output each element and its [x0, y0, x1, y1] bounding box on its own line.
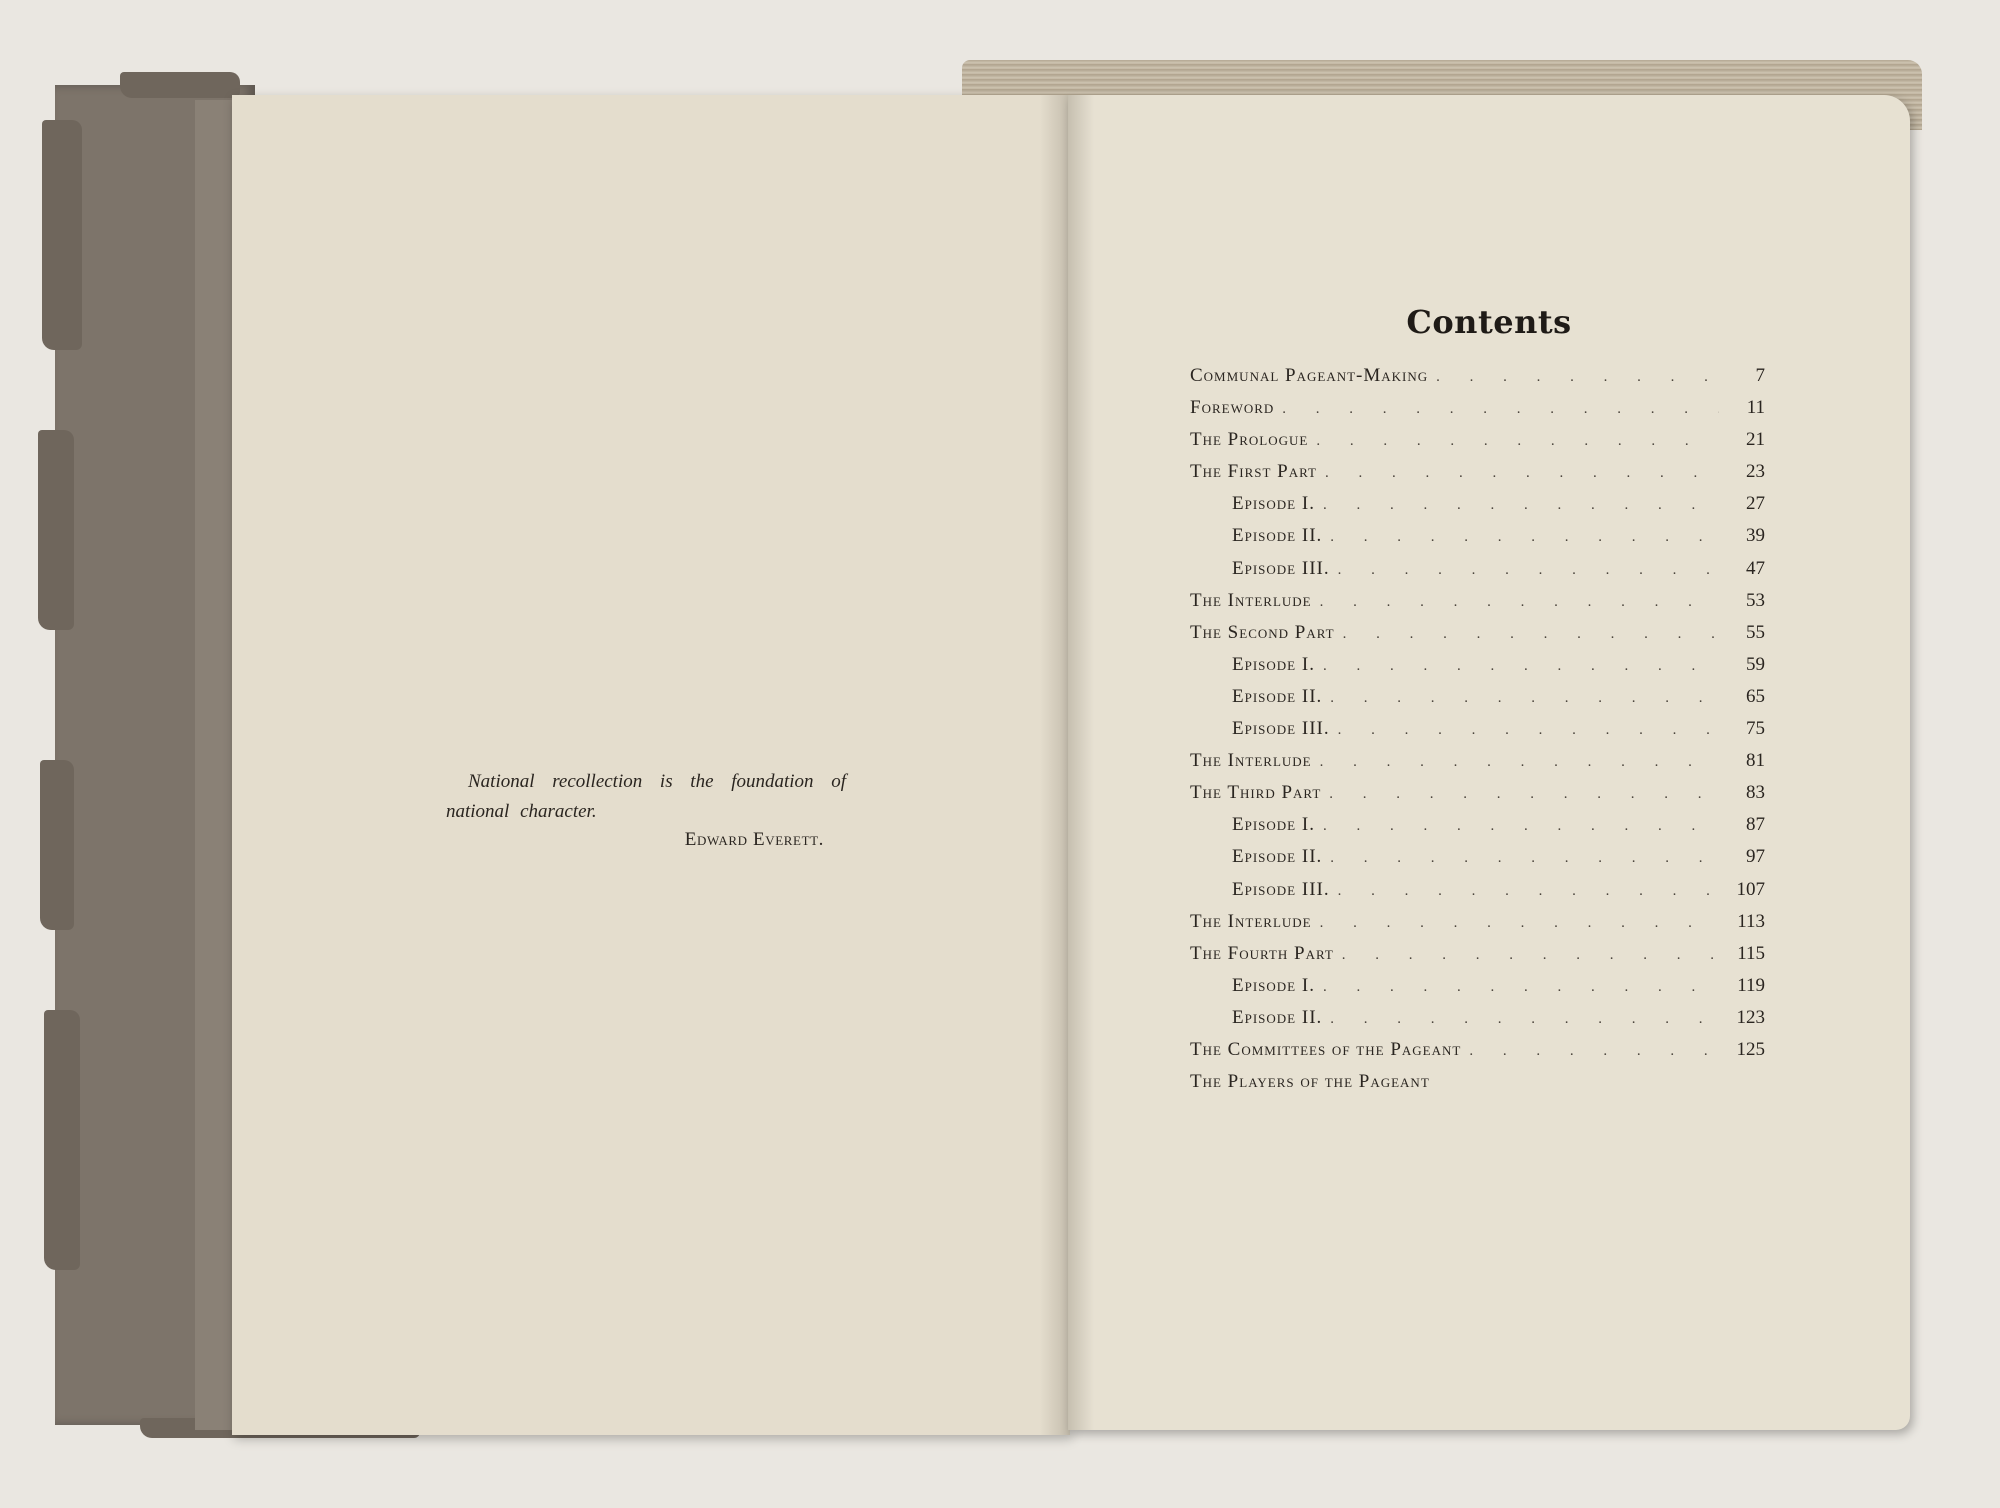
dot-leader: [1320, 754, 1719, 771]
toc-entry: [1190, 429, 1765, 461]
toc-entry-label: The Fourth Part: [1190, 942, 1334, 964]
dot-leader: [1320, 915, 1719, 932]
toc-entry: [1190, 1071, 1765, 1103]
toc-entry-page: 97: [1746, 846, 1765, 868]
toc-entry: [1190, 397, 1765, 429]
toc-entry-label: Episode II.: [1232, 525, 1323, 547]
epigraph-quote: National recollection is the foundation of national character.: [446, 771, 846, 822]
dot-leader: [1330, 690, 1719, 707]
toc-entry: [1190, 1039, 1765, 1071]
toc-entry-page: 125: [1736, 1038, 1765, 1060]
toc-entry-page: 39: [1746, 525, 1765, 547]
dot-leader: [1330, 850, 1719, 867]
toc-entry-label: The Interlude: [1190, 910, 1312, 932]
toc-entry-page: 53: [1746, 589, 1765, 611]
toc-entry-label: The Interlude: [1190, 589, 1312, 611]
torn-cover-edge: [38, 430, 74, 630]
toc-entry-page: 81: [1746, 750, 1765, 772]
toc-entry: [1190, 365, 1765, 397]
toc-entry-label: Episode I.: [1232, 653, 1315, 675]
toc-entry-page: 65: [1746, 685, 1765, 707]
toc-entry: [1190, 590, 1765, 622]
dot-leader: [1469, 1043, 1719, 1060]
toc-entry-label: Episode I.: [1232, 814, 1315, 836]
dot-leader: [1338, 722, 1719, 739]
gutter-shadow: [1040, 95, 1070, 1435]
contents-title: Contents: [1406, 303, 1572, 341]
toc-entry-label: The Second Part: [1190, 621, 1335, 643]
toc-entry-page: 27: [1746, 493, 1765, 515]
dot-leader: [1330, 1011, 1719, 1028]
torn-cover-edge: [40, 760, 74, 930]
dot-leader: [1338, 883, 1719, 900]
toc-entry: [1190, 943, 1765, 975]
toc-entry: [1190, 558, 1765, 590]
toc-entry-label: The Committees of the Pageant: [1190, 1038, 1462, 1060]
toc-entry: [1190, 1007, 1765, 1039]
toc-entry-page: 113: [1737, 910, 1765, 932]
dot-leader: [1282, 401, 1719, 418]
dot-leader: [1436, 369, 1719, 386]
toc-entry: [1190, 879, 1765, 911]
toc-entry-page: 75: [1746, 718, 1765, 740]
toc-entry-label: Episode III.: [1232, 878, 1330, 900]
gutter-shadow: [1068, 95, 1094, 1430]
toc-entry: [1190, 814, 1765, 846]
toc-entry: [1190, 622, 1765, 654]
toc-entry: [1190, 525, 1765, 557]
toc-entry: [1190, 686, 1765, 718]
dot-leader: [1323, 497, 1719, 514]
toc-entry-page: 115: [1737, 942, 1765, 964]
toc-entry-label: The First Part: [1190, 461, 1317, 483]
toc-entry: [1190, 493, 1765, 525]
toc-entry: [1190, 461, 1765, 493]
toc-entry: [1190, 975, 1765, 1007]
toc-entry-page: 7: [1755, 365, 1765, 386]
torn-cover-edge: [42, 120, 82, 350]
toc-entry: [1190, 718, 1765, 750]
toc-entry-page: 55: [1746, 621, 1765, 643]
torn-cover-edge: [120, 72, 240, 98]
epigraph-attribution: Edward Everett.: [684, 829, 824, 850]
toc-entry-label: Episode III.: [1232, 557, 1330, 579]
dot-leader: [1316, 433, 1719, 450]
right-page: [1068, 95, 1910, 1430]
toc-entry-page: 11: [1746, 397, 1765, 419]
toc-entry-label: Episode I.: [1232, 493, 1315, 515]
toc-entry-page: 123: [1736, 1006, 1765, 1028]
toc-entry-page: 87: [1746, 814, 1765, 836]
toc-entry: [1190, 911, 1765, 943]
toc-entry-page: 21: [1746, 429, 1765, 451]
epigraph: [446, 767, 846, 851]
dot-leader: [1323, 818, 1719, 835]
dot-leader: [1323, 658, 1719, 675]
toc-entry-page: 83: [1746, 782, 1765, 804]
dot-leader: [1329, 786, 1719, 803]
dot-leader: [1342, 947, 1719, 964]
toc-entry-label: Episode I.: [1232, 974, 1315, 996]
toc-entry: [1190, 782, 1765, 814]
toc-entry-page: 119: [1737, 974, 1765, 996]
toc-entry-label: The Third Part: [1190, 782, 1322, 804]
toc-entry: [1190, 750, 1765, 782]
toc-entry-label: Episode II.: [1232, 1006, 1323, 1028]
toc-entry-page: 107: [1736, 878, 1765, 900]
dot-leader: [1330, 529, 1719, 546]
left-page: [232, 95, 1070, 1435]
dot-leader: [1343, 626, 1719, 643]
dot-leader: [1325, 465, 1719, 482]
dot-leader: [1320, 594, 1719, 611]
table-of-contents: [1190, 365, 1765, 1103]
toc-entry-label: Episode II.: [1232, 846, 1323, 868]
toc-entry: [1190, 846, 1765, 878]
toc-entry-label: The Players of the Pageant: [1190, 1071, 1430, 1093]
torn-cover-edge: [44, 1010, 80, 1270]
toc-entry-label: Episode III.: [1232, 718, 1330, 740]
toc-entry-label: The Prologue: [1190, 429, 1309, 451]
toc-entry-page: 59: [1746, 653, 1765, 675]
toc-entry-label: Communal Pageant-Making: [1190, 365, 1429, 386]
toc-entry-label: The Interlude: [1190, 750, 1312, 772]
dot-leader: [1338, 562, 1719, 579]
toc-entry-label: Foreword: [1190, 397, 1275, 419]
toc-entry-label: Episode II.: [1232, 685, 1323, 707]
toc-entry: [1190, 654, 1765, 686]
toc-entry-page: 47: [1746, 557, 1765, 579]
dot-leader: [1323, 979, 1719, 996]
toc-entry-page: 23: [1746, 461, 1765, 483]
